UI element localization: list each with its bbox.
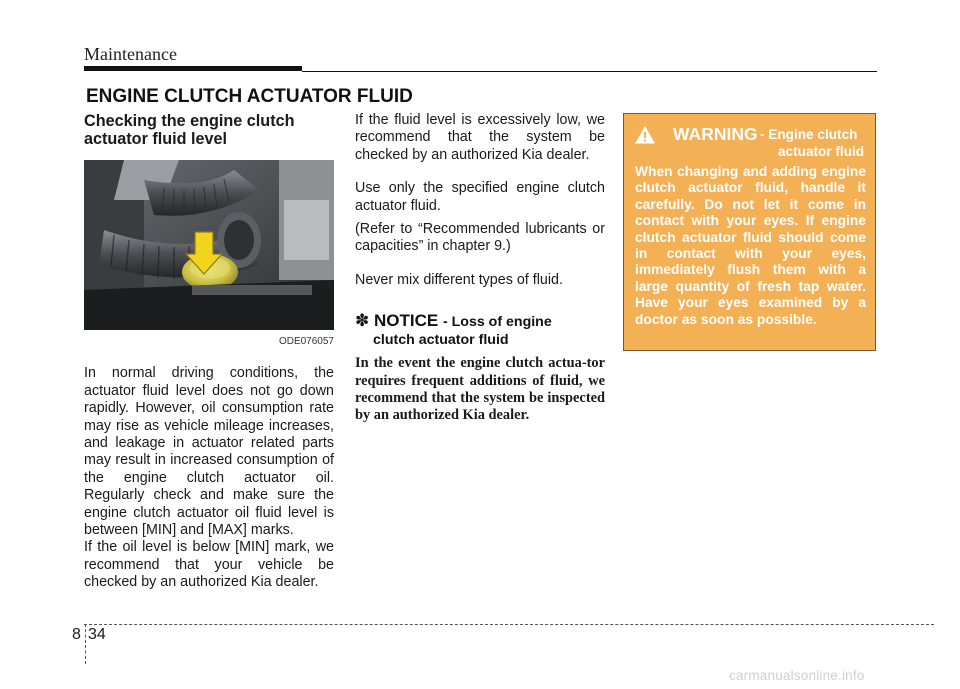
sub-heading: Checking the engine clutch actuator fluid level [84,112,295,148]
paragraph: (Refer to “Recommended lubricants or capacities” in chapter 9.) [355,221,605,255]
paragraph: If the oil level is below [MIN] mark, we recommend that your vehicle be checked by an authorized Kia dealer. [84,539,334,591]
warning-body: When changing and adding engine clutch actuator fluid, handle it carefully. Do not let it come in contact with your eyes. If engine clutch actuator fluid should come in contact with your eyes, immediately flush them with a large quantity of fresh tap water. Have your eyes examined by a doctor as soon as possible. [635,164,866,327]
footer-divider [85,624,86,664]
warning-box [623,113,876,351]
warning-triangle-icon [635,126,655,144]
section-title: ENGINE CLUTCH ACTUATOR FLUID [86,86,413,107]
footer-rule [84,624,934,625]
page-header-title: Maintenance [84,44,177,64]
notice-body: In the event the engine clutch actua-tor requires frequent additions of fluid, we recommend that the system be inspected by an authorized Kia dealer. [355,355,605,424]
paragraph: In normal driving conditions, the actuator fluid level does not go down rapidly. However, oil consumption rate may rise as vehicle mileage increases, and leakage in actuator related parts may result in increased consumption of the engine clutch actuator oil. Regularly check and make sure the engine clutch actuator oil fluid level is between [MIN] and [MAX] marks. [84,365,334,539]
warning-subtitle: - Engine clutch [760,127,858,142]
middle-column [355,112,605,425]
watermark: carmanualsonline.info [729,668,865,683]
notice-subtitle-line2: clutch actuator fluid [373,332,509,349]
engine-bay-photo [84,160,334,330]
warning-label: WARNING [673,124,758,144]
page-number: 34 [88,626,106,643]
engine-photo-illustration [84,160,334,330]
chapter-number: 8 [72,626,81,643]
left-column [84,112,334,592]
paragraph: Never mix different types of fluid. [355,271,563,288]
header-rule-thin [302,71,877,72]
notice-heading [355,311,605,349]
notice-symbol-icon: ✽ [355,311,370,331]
notice-subtitle: - Loss of engine [442,314,552,331]
paragraph: If the fluid level is excessively low, we recommend that the system be checked by an authorized Kia dealer. [355,112,605,163]
notice-label: NOTICE [373,311,439,331]
header-rule-thick [84,66,302,71]
warning-subtitle-line2: actuator fluid [778,144,865,159]
paragraph: Use only the specified engine clutch actuator fluid. [355,180,605,214]
warning-heading [635,124,866,164]
photo-caption: ODE076057 [278,336,334,347]
